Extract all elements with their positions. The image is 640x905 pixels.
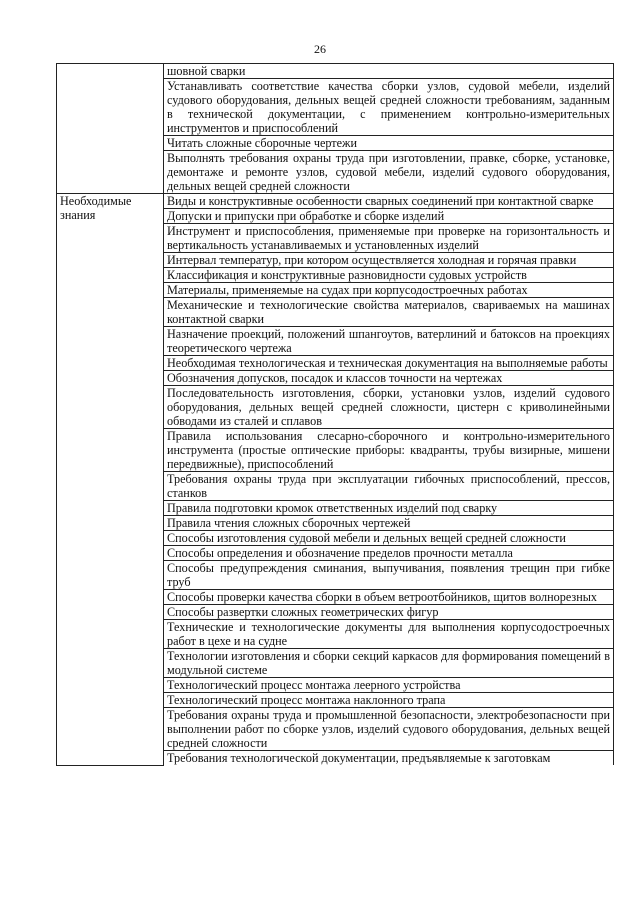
requirement-item: Правила чтения сложных сборочных чертежей	[164, 516, 614, 531]
requirements-table	[56, 63, 614, 766]
table-row	[57, 194, 614, 209]
requirement-item: Технологии изготовления и сборки секций каркасов для формирования помещений в модульной системе	[164, 649, 614, 678]
requirement-item: Устанавливать соответствие качества сборки узлов, судовой мебели, изделий судового оборудования, дельных вещей средней сложности требованиям, заданным в технической документации, с применением контрольно-измерительных инструментов и приспособлений	[164, 79, 614, 136]
requirement-item: Материалы, применяемые на судах при корпусодостроечных работах	[164, 283, 614, 298]
requirement-item: Выполнять требования охраны труда при изготовлении, правке, сборке, установке, демонтаже и ремонте узлов, судовой мебели, изделий судового оборудования, дельных вещей средней сложности	[164, 151, 614, 194]
requirement-item: Виды и конструктивные особенности сварных соединений при контактной сварке	[164, 194, 614, 209]
requirement-item: Требования технологической документации, предъявляемые к заготовкам	[164, 751, 614, 766]
section-label: Необходимые знания	[57, 194, 164, 766]
requirement-item: Механические и технологические свойства материалов, свариваемых на машинах контактной сварки	[164, 298, 614, 327]
requirement-item: Требования охраны труда и промышленной безопасности, электробезопасности при выполнении работ по сборке узлов, изделий судового оборудования, дельных вещей средней сложности	[164, 708, 614, 751]
table-row	[57, 64, 614, 79]
requirement-item: Обозначения допусков, посадок и классов точности на чертежах	[164, 371, 614, 386]
requirement-item: Способы предупреждения сминания, выпучивания, появления трещин при гибке труб	[164, 561, 614, 590]
requirement-item: Требования охраны труда при эксплуатации гибочных приспособлений, прессов, станков	[164, 472, 614, 501]
requirement-item: Правила использования слесарно-сборочного и контрольно-измерительного инструмента (простые оптические приборы: квадранты, трубы визирные, мишени передвижные), приспособлений	[164, 429, 614, 472]
requirements-table-body	[57, 64, 614, 766]
requirement-item: Способы проверки качества сборки в объем ветроотбойников, щитов волнорезных	[164, 590, 614, 605]
requirement-item: Классификация и конструктивные разновидности судовых устройств	[164, 268, 614, 283]
page-number: 26	[314, 42, 326, 56]
requirement-item: Инструмент и приспособления, применяемые при проверке на горизонтальность и вертикальность устанавливаемых и установленных изделий	[164, 224, 614, 253]
section-label	[57, 64, 164, 194]
requirement-item: Технологический процесс монтажа леерного устройства	[164, 678, 614, 693]
requirement-item: Последовательность изготовления, сборки, установки узлов, изделий судового оборудования, дельных вещей средней сложности, цистерн с криволинейными обводами из сталей и сплавов	[164, 386, 614, 429]
requirement-item: Технологический процесс монтажа наклонного трапа	[164, 693, 614, 708]
requirement-item: шовной сварки	[164, 64, 614, 79]
requirement-item: Способы определения и обозначение пределов прочности металла	[164, 546, 614, 561]
requirement-item: Правила подготовки кромок ответственных изделий под сварку	[164, 501, 614, 516]
requirement-item: Назначение проекций, положений шпангоутов, ватерлиний и батоксов на проекциях теоретического чертежа	[164, 327, 614, 356]
requirement-item: Способы изготовления судовой мебели и дельных вещей средней сложности	[164, 531, 614, 546]
requirement-item: Читать сложные сборочные чертежи	[164, 136, 614, 151]
requirement-item: Необходимая технологическая и техническая документация на выполняемые работы	[164, 356, 614, 371]
requirement-item: Допуски и припуски при обработке и сборке изделий	[164, 209, 614, 224]
requirement-item: Интервал температур, при котором осуществляется холодная и горячая правки	[164, 253, 614, 268]
requirement-item: Технические и технологические документы для выполнения корпусодостроечных работ в цехе и на судне	[164, 620, 614, 649]
requirement-item: Способы развертки сложных геометрических фигур	[164, 605, 614, 620]
